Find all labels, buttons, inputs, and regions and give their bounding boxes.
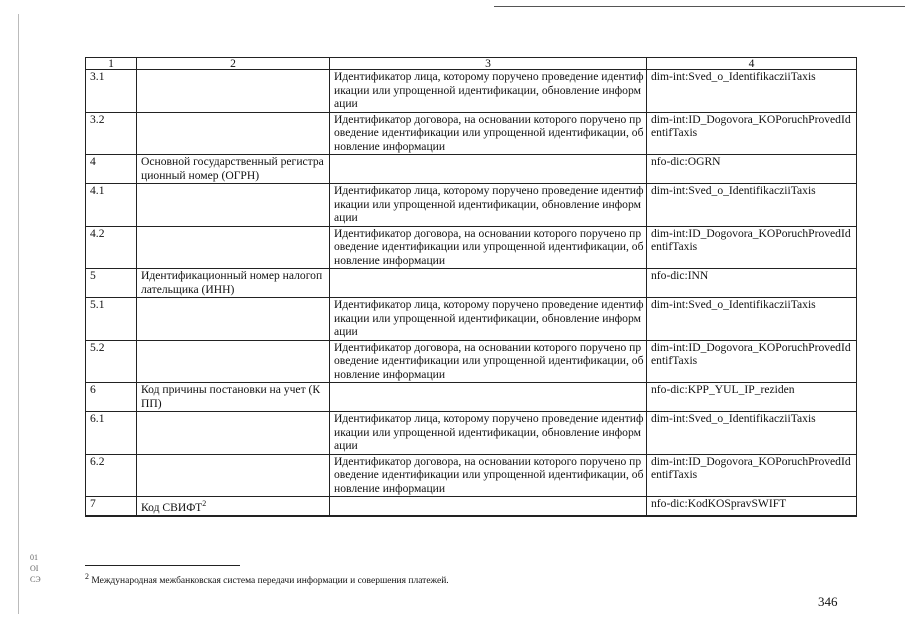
margin-mark: ОІ (30, 564, 39, 573)
code-cell: dim-int:ID_Dogovora_KOPoruchProvedIdentifTaxis (647, 226, 857, 269)
attribute-name-cell (137, 298, 330, 341)
description-cell: Идентификатор лица, которому поручено проведение идентификации или упрощенной идентификации, обновление информации (330, 184, 647, 227)
description-cell (330, 155, 647, 184)
table-row (86, 184, 857, 227)
header-cell: 3 (330, 58, 647, 70)
description-cell: Идентификатор договора, на основании которого поручено проведение идентификации или упрощенной идентификации, обновление информации (330, 340, 647, 383)
footnote-reference: 2 (202, 499, 207, 508)
attribute-name-cell (137, 497, 330, 517)
description-cell (330, 383, 647, 412)
row-number-cell: 5.1 (86, 298, 137, 341)
code-cell: dim-int:Sved_o_IdentifikacziiTaxis (647, 298, 857, 341)
attribute-name-cell (137, 112, 330, 155)
footnote (85, 571, 449, 587)
header-cell: 2 (137, 58, 330, 70)
row-number-cell: 4 (86, 155, 137, 184)
attribute-name-cell: Идентификационный номер налогоплательщика (ИНН) (137, 269, 330, 298)
table-row (86, 112, 857, 155)
row-number-cell: 3.2 (86, 112, 137, 155)
description-cell (330, 497, 647, 517)
left-edge-line (18, 14, 19, 614)
row-number-cell: 5 (86, 269, 137, 298)
table-row (86, 298, 857, 341)
row-number-cell: 6.1 (86, 412, 137, 455)
code-cell: nfo-dic:KPP_YUL_IP_reziden (647, 383, 857, 412)
attribute-name-cell (137, 340, 330, 383)
table-row (86, 155, 857, 184)
table-row (86, 454, 857, 497)
code-cell: dim-int:Sved_o_IdentifikacziiTaxis (647, 412, 857, 455)
margin-marks (30, 552, 41, 585)
row-number-cell: 4.1 (86, 184, 137, 227)
table-row (86, 340, 857, 383)
row-number-cell: 5.2 (86, 340, 137, 383)
table-row (86, 497, 857, 517)
attribute-name-cell: Код причины постановки на учет (КПП) (137, 383, 330, 412)
description-cell: Идентификатор лица, которому поручено проведение идентификации или упрощенной идентификации, обновление информации (330, 70, 647, 113)
code-cell: dim-int:ID_Dogovora_KOPoruchProvedIdentifTaxis (647, 340, 857, 383)
footnote-rule (85, 565, 240, 566)
margin-mark: 01 (30, 553, 38, 562)
top-edge-line (494, 6, 905, 7)
footnote-text: Международная межбанковская система передачи информации и совершения платежей. (91, 576, 449, 587)
table-row (86, 269, 857, 298)
attribute-name-cell (137, 226, 330, 269)
description-cell: Идентификатор договора, на основании которого поручено проведение идентификации или упрощенной идентификации, обновление информации (330, 112, 647, 155)
row-number-cell: 6.2 (86, 454, 137, 497)
page-number: 346 (818, 594, 838, 609)
code-cell: nfo-dic:INN (647, 269, 857, 298)
attribute-name-cell (137, 454, 330, 497)
attribute-name-cell (137, 70, 330, 113)
row-number-cell: 4.2 (86, 226, 137, 269)
header-cell: 4 (647, 58, 857, 70)
footnote-marker: 2 (85, 572, 89, 581)
code-cell: dim-int:ID_Dogovora_KOPoruchProvedIdentifTaxis (647, 112, 857, 155)
description-cell: Идентификатор договора, на основании которого поручено проведение идентификации или упрощенной идентификации, обновление информации (330, 454, 647, 497)
description-cell: Идентификатор договора, на основании которого поручено проведение идентификации или упрощенной идентификации, обновление информации (330, 226, 647, 269)
row-number-cell: 3.1 (86, 70, 137, 113)
row-number-cell: 7 (86, 497, 137, 517)
code-cell: dim-int:Sved_o_IdentifikacziiTaxis (647, 70, 857, 113)
code-cell: dim-int:Sved_o_IdentifikacziiTaxis (647, 184, 857, 227)
attribute-name-cell: Основной государственный регистрационный номер (ОГРН) (137, 155, 330, 184)
code-cell: nfo-dic:KodKOSpravSWIFT (647, 497, 857, 517)
code-cell: dim-int:ID_Dogovora_KOPoruchProvedIdentifTaxis (647, 454, 857, 497)
description-cell: Идентификатор лица, которому поручено проведение идентификации или упрощенной идентификации, обновление информации (330, 412, 647, 455)
attribute-name-text: Код СВИФТ (141, 500, 203, 514)
margin-mark: СЭ (30, 575, 41, 584)
description-cell: Идентификатор лица, которому поручено проведение идентификации или упрощенной идентификации, обновление информации (330, 298, 647, 341)
table-header-row (86, 58, 857, 70)
description-cell (330, 269, 647, 298)
code-cell: nfo-dic:OGRN (647, 155, 857, 184)
table-row (86, 226, 857, 269)
table-row (86, 412, 857, 455)
table-row (86, 70, 857, 113)
header-cell: 1 (86, 58, 137, 70)
table-row (86, 383, 857, 412)
attributes-table (85, 57, 857, 517)
attribute-name-cell (137, 184, 330, 227)
row-number-cell: 6 (86, 383, 137, 412)
attribute-name-cell (137, 412, 330, 455)
